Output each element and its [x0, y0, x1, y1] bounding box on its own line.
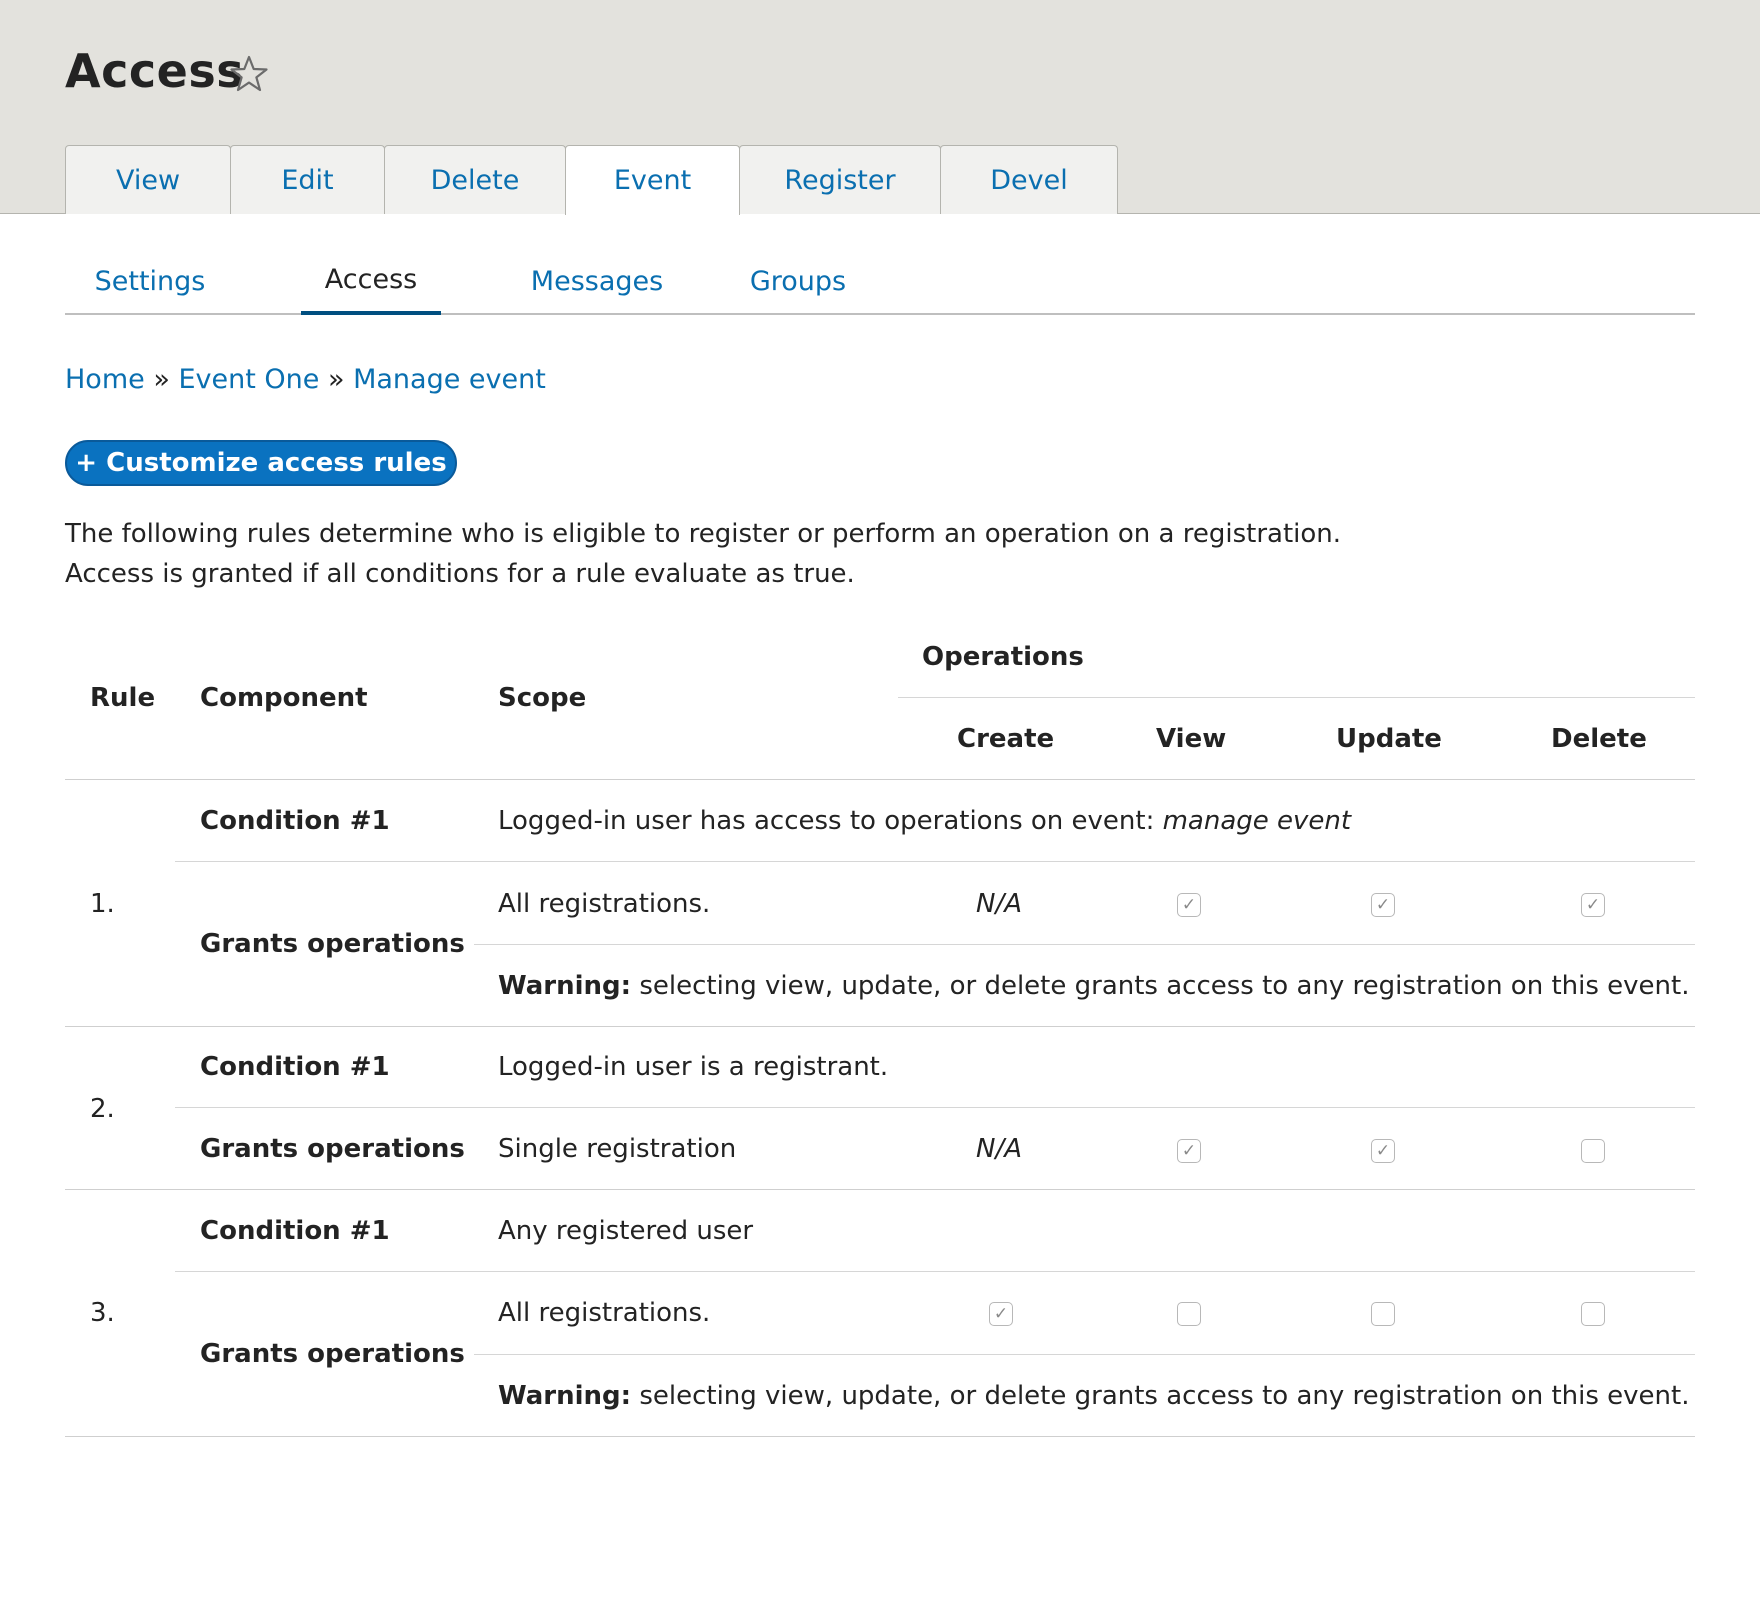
subtab-groups[interactable]: Groups	[749, 266, 847, 297]
star-icon[interactable]	[229, 54, 269, 94]
description-line: The following rules determine who is eligible to register or perform an operation on a registration.	[65, 519, 1342, 549]
condition-text: Logged-in user is a registrant.	[498, 1052, 889, 1082]
description	[65, 514, 1341, 594]
warning-text: Warning: selecting view, update, or delete grants access to any registration on this event.	[498, 1381, 1690, 1411]
header-component: Component	[200, 683, 368, 713]
warning-text: Warning: selecting view, update, or delete grants access to any registration on this event.	[498, 971, 1690, 1001]
breadcrumb-separator: »	[327, 364, 345, 395]
page-header	[0, 0, 1760, 214]
tab-devel[interactable]: Devel	[940, 145, 1118, 214]
customize-access-rules-button[interactable]: + Customize access rules	[65, 440, 457, 486]
header-update: Update	[1336, 724, 1442, 754]
condition-text: Any registered user	[498, 1216, 754, 1246]
row-divider	[474, 1354, 1695, 1355]
row-divider	[175, 861, 1695, 862]
subtab-access[interactable]: Access	[301, 248, 441, 315]
operations-divider	[898, 697, 1695, 698]
grants-label: Grants operations	[200, 1134, 465, 1164]
rule-divider	[65, 1026, 1695, 1027]
primary-tabs	[65, 145, 1117, 215]
page-title: Access	[65, 44, 245, 98]
rule-divider	[65, 1436, 1695, 1437]
grants-label: Grants operations	[200, 1339, 465, 1369]
warning-label: Warning:	[498, 1381, 632, 1411]
create-na: N/A	[976, 1134, 1022, 1164]
condition-label: Condition #1	[200, 1216, 390, 1246]
update-checkbox[interactable]: ✓	[1371, 1139, 1395, 1163]
delete-checkbox[interactable]	[1581, 1302, 1605, 1326]
condition-label: Condition #1	[200, 806, 390, 836]
header-scope: Scope	[498, 683, 587, 713]
subtab-settings[interactable]: Settings	[94, 266, 206, 297]
header-create: Create	[957, 724, 1055, 754]
subtab-messages[interactable]: Messages	[530, 266, 664, 297]
grants-label: Grants operations	[200, 929, 465, 959]
update-checkbox[interactable]: ✓	[1371, 893, 1395, 917]
secondary-tabs	[65, 248, 1695, 315]
breadcrumb-manage-event[interactable]: Manage event	[353, 364, 546, 395]
breadcrumb-event-one[interactable]: Event One	[178, 364, 320, 395]
condition-emphasis: manage event	[1162, 806, 1352, 836]
description-line: Access is granted if all conditions for a rule evaluate as true.	[65, 559, 855, 589]
scope-text: Single registration	[498, 1134, 737, 1164]
tab-view[interactable]: View	[65, 145, 231, 214]
update-checkbox[interactable]	[1371, 1302, 1395, 1326]
tab-delete[interactable]: Delete	[384, 145, 566, 214]
rule-number: 2.	[90, 1094, 115, 1124]
delete-checkbox[interactable]: ✓	[1581, 893, 1605, 917]
header-operations: Operations	[922, 642, 1084, 672]
condition-label: Condition #1	[200, 1052, 390, 1082]
create-na: N/A	[976, 889, 1022, 919]
tab-edit[interactable]: Edit	[230, 145, 385, 214]
condition-text: Logged-in user has access to operations on event: manage event	[498, 806, 1352, 836]
rule-number: 3.	[90, 1298, 115, 1328]
scope-text: All registrations.	[498, 1298, 711, 1328]
row-divider	[175, 1107, 1695, 1108]
header-rule: Rule	[90, 683, 156, 713]
row-divider	[474, 944, 1695, 945]
delete-checkbox[interactable]	[1581, 1139, 1605, 1163]
breadcrumb	[65, 364, 546, 395]
rule-divider	[65, 1189, 1695, 1190]
view-checkbox[interactable]: ✓	[1177, 1139, 1201, 1163]
rule-number: 1.	[90, 889, 115, 919]
header-divider	[65, 779, 1695, 780]
tab-register[interactable]: Register	[739, 145, 941, 214]
warning-label: Warning:	[498, 971, 632, 1001]
breadcrumb-home[interactable]: Home	[65, 364, 145, 395]
tab-event[interactable]: Event	[565, 145, 740, 215]
view-checkbox[interactable]: ✓	[1177, 893, 1201, 917]
row-divider	[175, 1271, 1695, 1272]
scope-text: All registrations.	[498, 889, 711, 919]
header-delete: Delete	[1551, 724, 1647, 754]
create-checkbox[interactable]: ✓	[989, 1302, 1013, 1326]
view-checkbox[interactable]	[1177, 1302, 1201, 1326]
header-view: View	[1156, 724, 1227, 754]
breadcrumb-separator: »	[153, 364, 170, 395]
